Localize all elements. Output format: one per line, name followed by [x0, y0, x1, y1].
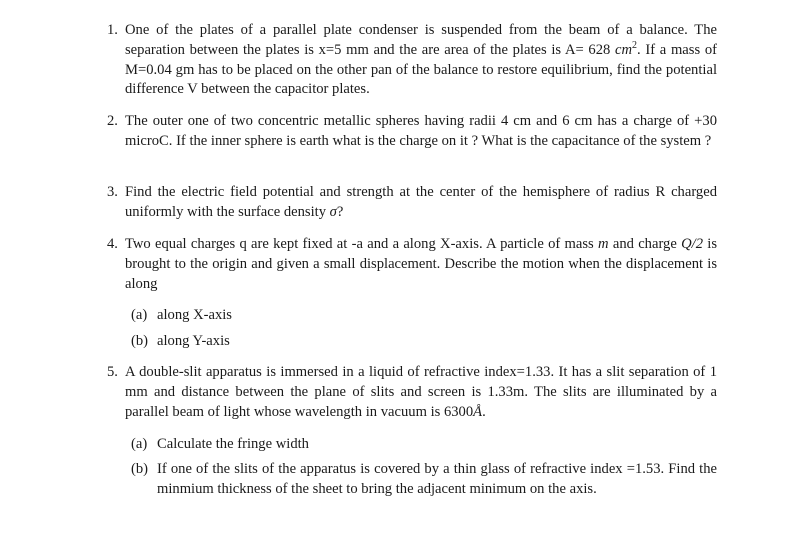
- question-5: [107, 363, 717, 422]
- part-label: (a): [131, 436, 148, 452]
- question-number: 1.: [107, 22, 118, 38]
- part-text: If one of the slits of the apparatus is covered by a thin glass of refractive index =1.53. Find the minmium thickness of the sheet to bring the adjacent minimum on the axis.: [157, 461, 717, 497]
- text: and charge: [608, 236, 682, 252]
- question-number: 4.: [107, 236, 118, 252]
- question-text: [125, 235, 717, 294]
- math: σ: [329, 203, 337, 220]
- text: A double-slit apparatus is immersed in a liquid of refractive index=1.33. It has a slit separation of 1 mm and distance between the plane of slits and screen is 1.33m. The slits are illuminated by a parallel beam of light whose wavelength in vacuum is 6300: [125, 364, 717, 420]
- text: One of the plates of a parallel plate condenser is suspended from the beam of a balance. The separation between the plates is x=5 mm and the are area of the plates is A= 628: [125, 22, 717, 58]
- question-number: 3.: [107, 184, 118, 200]
- part-label: (b): [131, 461, 149, 477]
- question-5-part-b: [131, 460, 717, 500]
- text: . If a mass of M=0.04 gm has to be placed on the other pan of the balance to restore equilibrium, find the potential difference V between the capacitor plates.: [125, 41, 717, 98]
- question-number: 5.: [107, 364, 118, 380]
- math: Q/2: [681, 236, 703, 252]
- question-number: 2.: [107, 113, 118, 129]
- text: Two equal charges q are kept fixed at -a and a along X-axis. A particle of mass: [125, 236, 599, 252]
- question-5-part-a: [131, 435, 717, 455]
- text: .: [482, 403, 486, 420]
- text: is brought to the origin and given a small displacement. Describe the motion when the displacement is along: [125, 236, 717, 292]
- question-1: [107, 21, 717, 100]
- math: Å: [473, 403, 483, 420]
- math: m: [598, 236, 609, 252]
- question-text: The outer one of two concentric metallic spheres having radii 4 cm and 6 cm has a charge of +30 microC. If the inner sphere is earth what is the charge on it ? What is the capacitance of the system ?: [125, 113, 717, 149]
- math: cm: [615, 41, 633, 58]
- text: Find the electric field potential and strength at the center of the hemisphere of radius R charged uniformly with the surface density: [125, 184, 717, 220]
- superscript: 2: [632, 39, 638, 51]
- question-4-part-a: [131, 306, 717, 326]
- part-label: (a): [131, 307, 148, 323]
- part-text: along X-axis: [157, 307, 232, 323]
- part-text: Calculate the fringe width: [157, 436, 309, 452]
- question-text: [125, 183, 717, 223]
- part-label: (b): [131, 333, 149, 349]
- question-4-part-b: [131, 332, 717, 352]
- question-4: [107, 235, 717, 294]
- text: ?: [336, 203, 344, 220]
- part-text: along Y-axis: [157, 333, 230, 349]
- question-text: [125, 21, 717, 100]
- question-3: [107, 183, 717, 223]
- question-2: [107, 112, 717, 152]
- question-text: [125, 363, 717, 422]
